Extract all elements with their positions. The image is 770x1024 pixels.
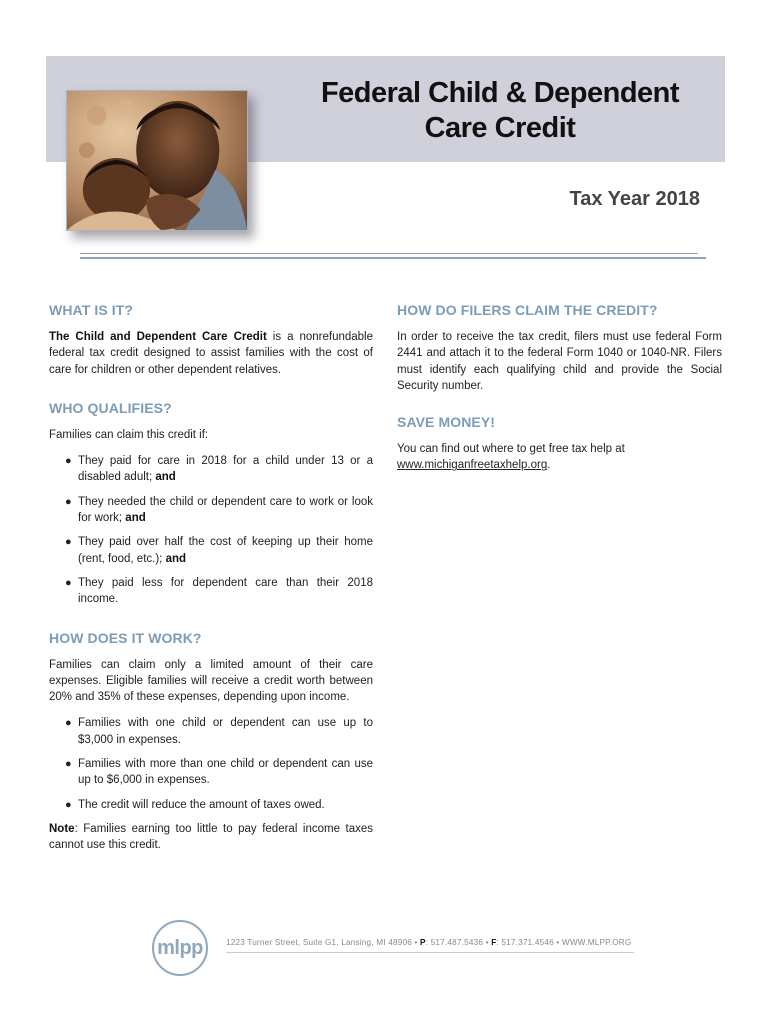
- who-heading: WHO QUALIFIES?: [49, 399, 172, 416]
- bullet-icon: ●: [65, 717, 72, 730]
- how-heading: HOW DOES IT WORK?: [49, 629, 202, 646]
- bullet-icon: ●: [65, 798, 72, 811]
- free-tax-help-link[interactable]: www.michiganfreetaxhelp.org: [397, 459, 548, 472]
- list-item: ● The credit will reduce the amount of taxes owed.: [49, 797, 373, 813]
- note-text: : Families earning too little to pay federal income taxes cannot use this credit.: [49, 822, 373, 852]
- save-paragraph: You can find out where to get free tax help at www.michiganfreetaxhelp.org.: [397, 443, 625, 472]
- footer-phone: : 517.487.5436: [425, 938, 484, 947]
- family-photo-illustration: [67, 91, 247, 230]
- list-item: ● Families with more than one child or dependent can use up to $6,000 in expenses.: [65, 758, 373, 787]
- list-item: ● They paid less for dependent care than their 2018 income.: [65, 576, 373, 606]
- list-item: ● They paid for care in 2018 for a child under 13 or a disabled adult; and: [65, 455, 373, 484]
- bullet-icon: ●: [65, 455, 72, 468]
- save-heading: SAVE MONEY!: [397, 414, 496, 431]
- claim-paragraph: In order to receive the tax credit, filers must use federal Form 2441 and attach it to the federal Form 1040 or 1040-NR. Filers must identify each qualifying child and provide the Social Security number.: [397, 331, 722, 392]
- what-paragraph: [49, 329, 373, 378]
- bullet-icon: ●: [65, 576, 72, 589]
- left-column: [49, 302, 373, 854]
- header-rule-thick: [80, 257, 706, 259]
- how-list: [49, 715, 373, 812]
- mlpp-logo: mlpp: [152, 920, 208, 976]
- tax-year: Tax Year 2018: [569, 188, 700, 210]
- page-title: [300, 76, 700, 146]
- title-line-1: Federal Child & Dependent: [320, 77, 680, 109]
- what-bold: The Child and Dependent Care Credit: [49, 331, 267, 343]
- how-paragraph: Families can claim only a limited amount of their care expenses. Eligible families will receive a credit worth between 20% and 35% of these expenses, depending upon income.: [49, 658, 373, 704]
- footer-website[interactable]: WWW.MLPP.ORG: [561, 938, 632, 947]
- header-rule: [80, 253, 698, 254]
- footer-address: 1223 Turner Street, Suite G1, Lansing, MI 48906: [226, 938, 412, 947]
- title-line-2: Care Credit: [424, 112, 576, 144]
- footer-fax: : 517.371.4546: [496, 938, 554, 947]
- footer-contact: 1223 Turner Street, Suite G1, Lansing, MI 48906 • P: 517.487.5436 • F: 517.371.4546 • WWW.MLPP.ORG: [226, 938, 632, 947]
- claim-heading: HOW DO FILERS CLAIM THE CREDIT?: [397, 302, 658, 318]
- what-heading: WHAT IS IT?: [49, 302, 134, 318]
- what-text: is a nonrefundable federal tax credit designed to assist families with the cost of care for children or other dependent relatives.: [49, 331, 373, 376]
- list-item: ● They paid over half the cost of keeping up their home (rent, food, etc.); and: [65, 536, 373, 565]
- bullet-icon: ●: [65, 536, 72, 549]
- bullet-icon: ●: [65, 758, 72, 771]
- header-photo: [66, 90, 248, 231]
- list-item: ● They needed the child or dependent care to work or look for work; and: [65, 495, 373, 525]
- save-text: You can find out where to get free tax help at: [397, 443, 625, 456]
- right-column: [397, 302, 722, 474]
- bullet-icon: ●: [65, 495, 72, 508]
- list-item: ● Families with one child or dependent can use up to $3,000 in expenses.: [65, 717, 373, 746]
- who-intro: Families can claim this credit if:: [49, 428, 209, 441]
- note-label: Note: [49, 822, 75, 835]
- who-list: [49, 453, 373, 607]
- note-paragraph: [49, 821, 373, 854]
- footer-rule: [226, 952, 634, 953]
